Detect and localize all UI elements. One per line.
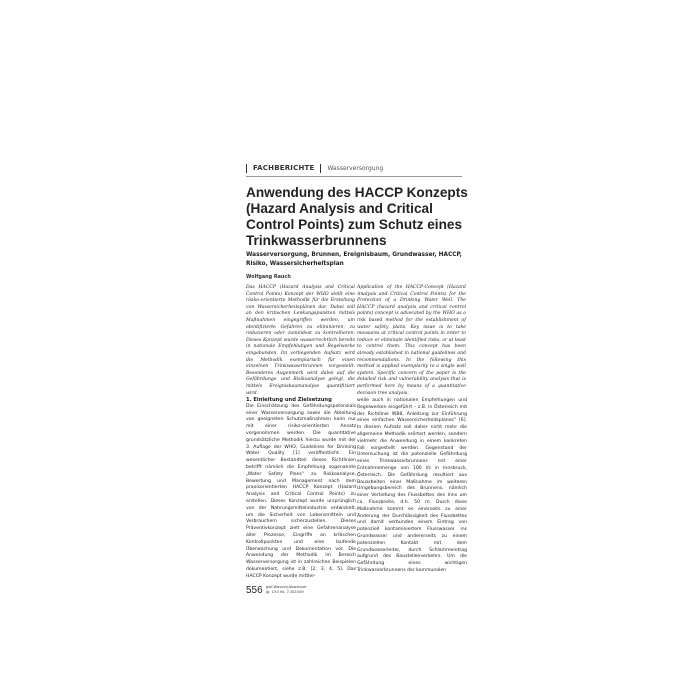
article-keywords: Wasserversorgung, Brunnen, Ereignisbaum, Grundwasser, HACCP, Risiko, Wassersicherheitsplan: [246, 252, 462, 267]
body-column-left: [246, 397, 356, 581]
body-text-left: Die Einschätzung des Gefährdungspotenzials einer Wasserversorgung sowie die Ableitung von geeigneten Schutzmaßnahmen kann nur mit einer risiko-orientierten Ansatz vorgenommen werden. Die quantitative grundsätzliche Methodik hierzu wurde mit der 3. Auflage der WHO, Guidelines for Drinking Water Quality [1] veröffentlicht. Ein wesentlicher Bestandteil dieses Richtlinien betrifft nämlich die Empfehlung sogenannte „Water Safety Plans“ zu Risikoanalyse, Bewertung und Management nach dem praxisorientierten HACCP Konzept (Hazard Analysis and Critical Control Points) zu erstellen. Dieses Konzept wurde ursprünglich von der Nahrungsmittelindustrie entwickelt, um die Sicherheit von Lebensmitteln und Verbrauchern sicherzustellen. Dieses Präventivkonzept zielt eine Gefahrenanalyse aller Prozesse, Eingriffe an kritischen Kontrollpunkten und eine laufende Überwachung und Dokumentation vor. Die Anwendung der Methodik im Bereich Wasserversorgung ist in zahlreichen Beispielen dokumentiert, siehe z.B. [2, 3, 4, 5]. Das HACCP Konzept wurde mittler-: [246, 403, 356, 579]
header-rule: [246, 176, 462, 177]
abstract-english: Application of the HACCP-Concept (Hazard Analysis and Critical Control Points) for the Protection of a Drinking Water Well. The HACCP (hazard analysis and critical control points) concept is advocated by the WHO as a risk based method for the establishment of water safety plans. Key issue is to take measures at critical control points in order to reduce or eliminate identified risks, or at least to control them. This concept has been already established in national guidelines and recommendations. In the following this method is applied exemplarily to a single well system. Specific concern of the paper is the detailed risk and vulnerability analysis that is performed here by means of a quantitative decision tree analysis.: [357, 285, 466, 396]
section-bar-mark: [246, 164, 247, 173]
section-divider: [320, 164, 321, 173]
body-column-right: [357, 398, 467, 575]
journal-line-1: gwf-Wasser|Abwasser: [265, 584, 307, 590]
article-author: Wolfgang Rauch: [246, 274, 291, 280]
abstract-german: Das HACCP (Hazard Analysis and Critical Control Points) Konzept der WHO stellt eine risiko-orientierte Methodik für die Erstellung von Wassersicherheitsplänen dar. Dabei soll an den kritischen Lenkungspunkten mittels Maßnahmen eingegriffen werden, um identifizierte Gefahren zu eliminieren, zu reduzieren oder zumindest zu kontrollieren. Dieses Konzept wurde wasserrechtlich bereits in nationale Empfehlungen und Regelwerke eingebunden. Im vorliegenden Aufsatz wird die Methodik exemplarisch für einen einzelnen Trinkwasserbrunnen vorgestellt. Besonderes Augenmerk wird dabei auf die Gefährdungs- und Risikoanalyse gelegt, die mittels Ereignisbaumanalyse quantifiziert wird.: [246, 285, 355, 396]
journal-info: [266, 585, 307, 594]
body-text-right: weile auch in nationalen Empfehlungen und Regelwerken eingeführt – z.B. in Österreich mit der Richtlinie W88, Anleitung zur Einführung eines einfachen Wassersicherheitsplanes“ [6]. In diesem Aufsatz soll daher nicht mehr die allgemeine Methodik erörtert werden, sondern vielmehr die Anwendung in einem konkreten Fall vorgestellt werden. Gegenstand der Untersuchung ist die potenzielle Gefährdung eines Trinkwasserbrunnens mit einer Entnahmemenge von 100 l/s in Innsbruck, Österreich. Die Gefährdung resultiert aus Bauarbeiten einer Maßnahme im weiteren Umgebungsbereich des Brunnens, nämlich einer Vertiefung des Flussbettes des Inns um ca. Flussbreite, d.h. 50 m. Durch diese Maßnahme kommt es einerseits zu einer Änderung der Durchlässigkeit des Flussbettes und damit verbunden einem Eintrag von potenziell kontaminiertem Flusswasser ins Grundwasser und andererseits zu einem potenziellen Kontakt mit dem Grundwasserleiter, durch Schlammeintrag aufgrund des Baustellenverkehrs. Um die Gefährdung eines wichtigen Trinkwasserbrunnens der kommunalen: [357, 398, 467, 573]
subsection-label: Wasserversorgung: [327, 164, 384, 172]
page-number: 556: [246, 584, 263, 596]
section-heading: 1. Einleitung und Zielsetzung: [246, 397, 332, 403]
page-footer: [246, 583, 336, 597]
section-label: FACHBERICHTE: [253, 164, 315, 172]
section-header: [246, 161, 446, 175]
journal-line-2: Jg. 150 Nr. 7-8/2009: [265, 589, 304, 594]
article-title: Anwendung des HACCP Konzepts (Hazard Analysis and Critical Control Points) zum Schutz eines Trinkwasserbrunnens: [246, 185, 468, 248]
